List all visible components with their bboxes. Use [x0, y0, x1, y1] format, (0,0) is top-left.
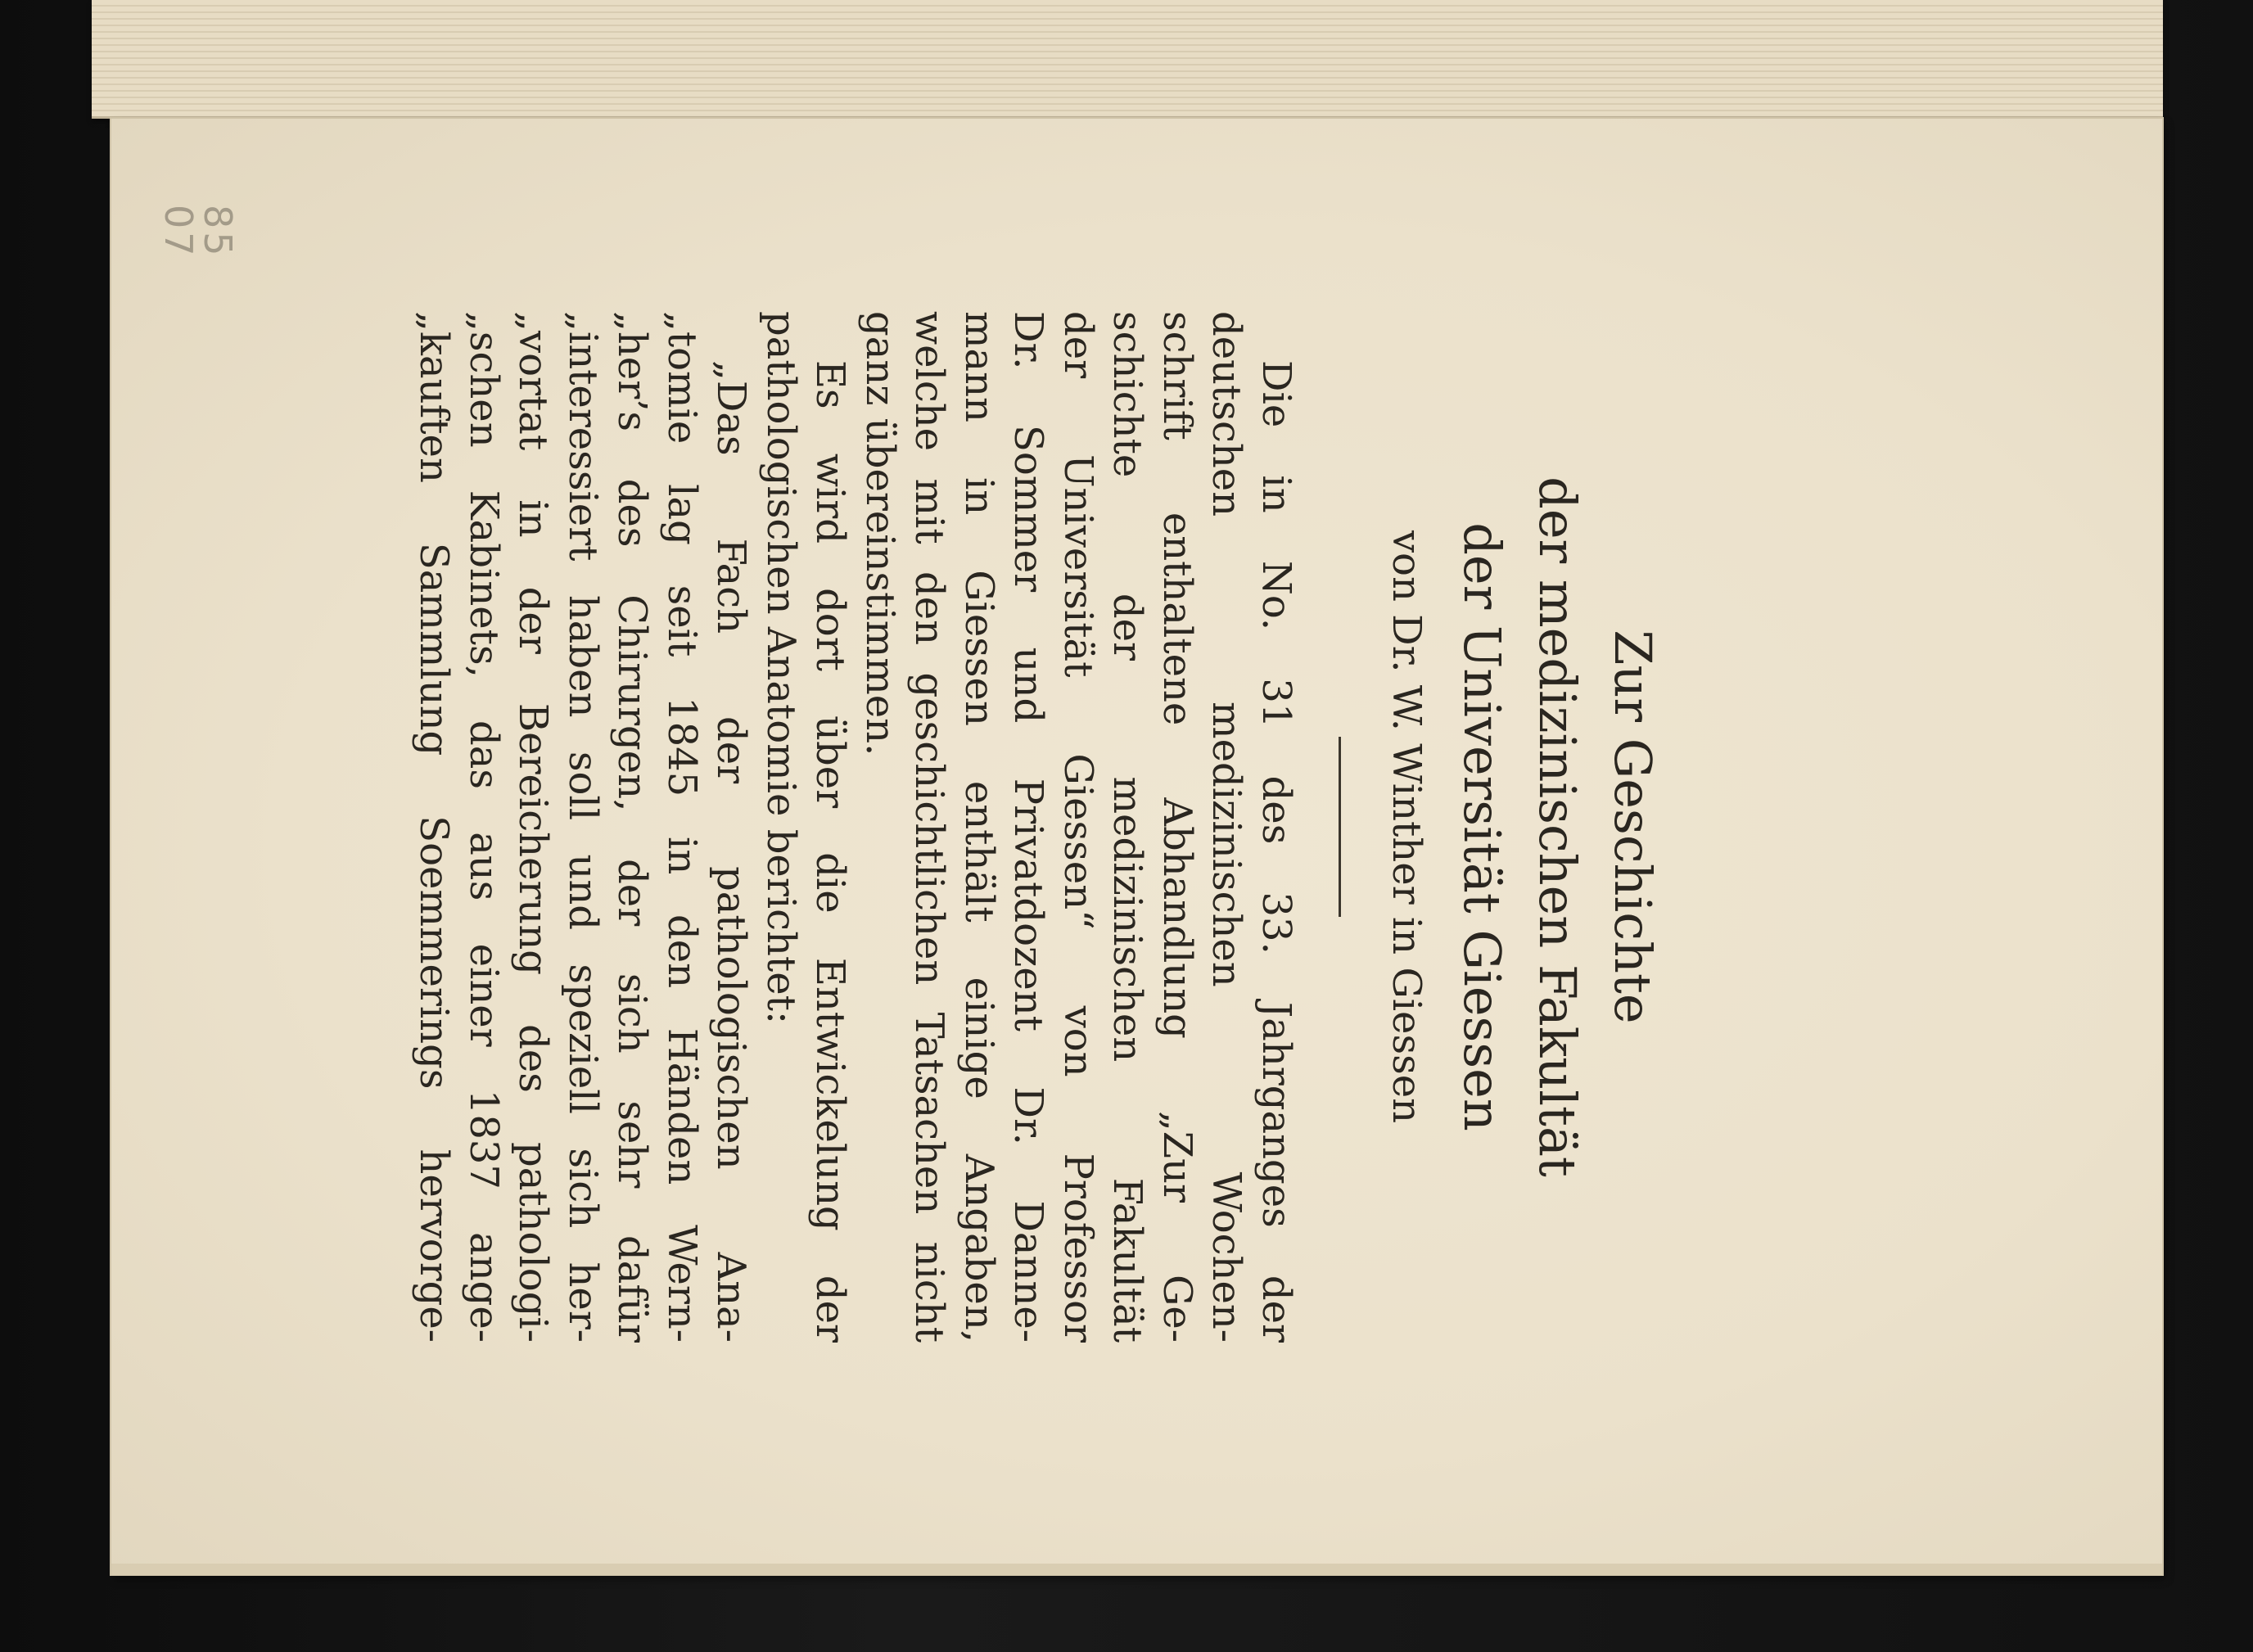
text-line: pathologischen Anatomie berichtet:: [758, 311, 804, 1025]
article-title-line: der medizinischen Fakultät: [1528, 476, 1587, 1177]
text-line: mann in Giessen enthält einige Angaben,: [956, 311, 1002, 1343]
text-line: „her’s des Chirurgen, der sich sehr dafür: [609, 311, 656, 1343]
text-line: Es wird dort über die Entwickelung der: [807, 360, 854, 1343]
text-line: „vortat in der Bereicherung des pathologi-: [510, 311, 557, 1343]
text-line: „schen Kabinets, das aus einer 1837 ange-: [461, 311, 507, 1343]
text-line: schichte der medizinischen Fakultät: [1104, 311, 1151, 1343]
quoted-paragraph: [409, 311, 756, 1343]
handwritten-line: 07: [156, 205, 201, 260]
text-line: schrift enthaltene Abhandlung „Zur Ge-: [1154, 311, 1200, 1343]
page-bottom-edge: [111, 1564, 2162, 1575]
body-paragraph: [856, 311, 1302, 1343]
book-page-edges: [92, 0, 2163, 119]
text-line: „Das Fach der pathologischen Ana-: [708, 360, 755, 1343]
text-line: Dr. Sommer und Privatdozent Dr. Danne-: [1005, 311, 1052, 1343]
article-title-line: Zur Geschichte: [1603, 630, 1663, 1024]
article-title-line: der Universität Giessen: [1452, 522, 1512, 1131]
text-line: „kauften Sammlung Soemmerings hervorge-: [411, 311, 458, 1343]
text-line: deutschen medizinischen Wochen-: [1203, 311, 1250, 1343]
text-line: ganz übereinstimmen.: [857, 311, 903, 756]
handwritten-shelf-mark: [156, 205, 240, 260]
body-paragraph: [756, 311, 856, 1343]
text-line: welche mit den geschichtlichen Tatsachen nicht: [906, 311, 953, 1343]
text-line: der Universität Giessen“ von Professor: [1055, 311, 1101, 1343]
text-line: „tomie lag seit 1845 in den Händen Wern-: [659, 311, 705, 1343]
text-line: Die in No. 31 des 33. Jahrganges der: [1253, 360, 1299, 1343]
article-author: von Dr. W. Winther in Giessen: [1384, 530, 1429, 1124]
text-line: „interessiert haben soll und speziell sich her-: [560, 311, 606, 1343]
handwritten-line: 85: [196, 205, 240, 260]
article-text-block: [409, 311, 1670, 1343]
title-separator-rule: [1339, 737, 1341, 917]
